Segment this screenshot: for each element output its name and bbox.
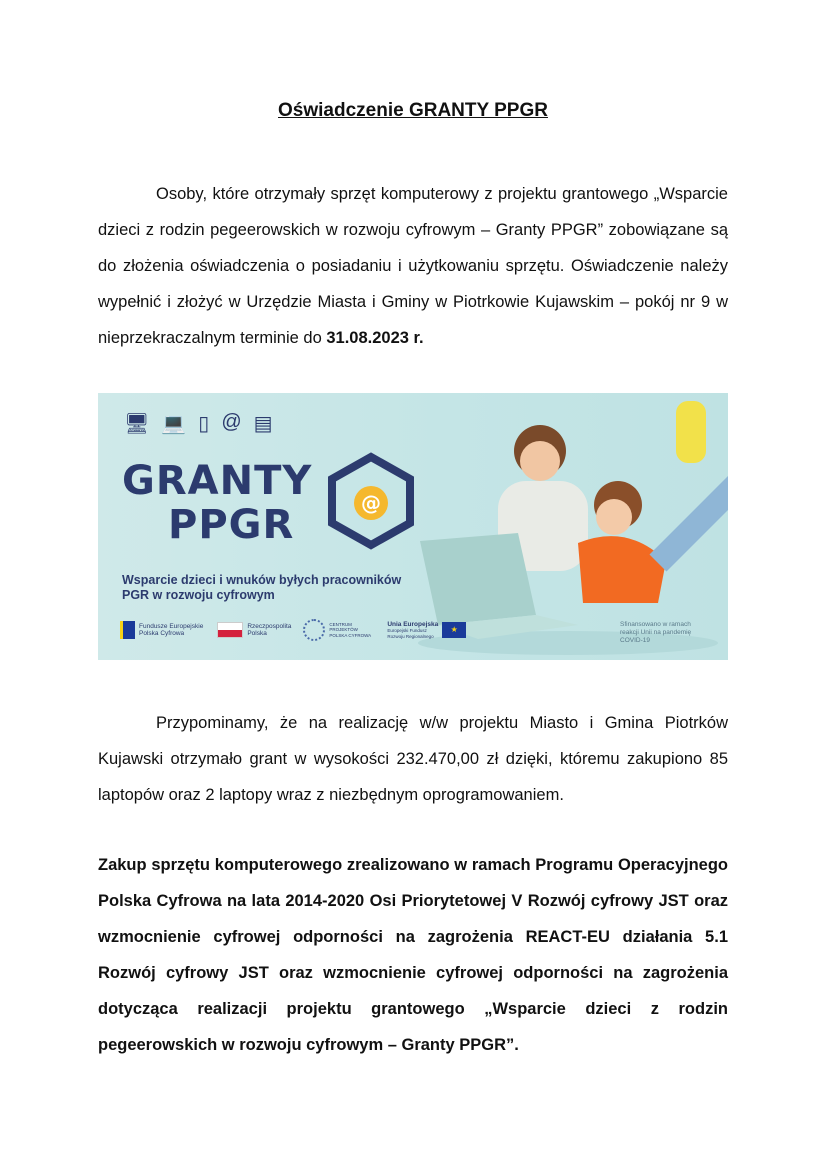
grant-text: Przypominamy, że na realizację w/w projektu Miasto i Gmina Piotrków Kujawski otrzymało grant w wysokości 232.470,00 zł dzięki, któremu zakupiono 85 laptopów oraz 2 laptopy wraz z niezbędnym oprogramowaniem. bbox=[98, 714, 728, 804]
brand-line2: PPGR bbox=[168, 502, 295, 548]
laptop-icon: 💻 bbox=[161, 413, 187, 435]
paragraph-funding-program: Zakup sprzętu komputerowego zrealizowano w ramach Programu Operacyjnego Polska Cyfrowa na lata 2014-2020 Osi Priorytetowej V Rozwój cyfrowy JST oraz wzmocnienie cyfrowej odporności na zagrożenia REACT-EU działania 5.1 Rozwój cyfrowy JST oraz wzmocnienie cyfrowej odporności na zagrożenia dotycząca realizacji projektu grantowego „Wsparcie dzieci z rodzin pegeerowskich w rozwoju cyfrowym – Granty PPGR”. bbox=[98, 856, 728, 1054]
brand-line1: GRANTY bbox=[122, 458, 313, 504]
brand-logo bbox=[122, 459, 312, 547]
covid-funding-note: Sfinansowano w ramach reakcji Unii na pandemię COVID-19 bbox=[620, 621, 692, 644]
page-title: Oświadczenie GRANTY PPGR bbox=[278, 100, 548, 121]
logo-ue-sub: Europejski Fundusz Rozwoju Regionalnego bbox=[387, 628, 434, 639]
eu-flag-icon: ★ bbox=[442, 622, 466, 638]
at-symbol: @ bbox=[361, 491, 381, 515]
paragraph-grant bbox=[98, 705, 728, 813]
logo-fe-sub: Polska Cyfrowa bbox=[139, 630, 185, 637]
logo-cppc bbox=[303, 619, 373, 641]
logo-fundusze-europejskie bbox=[120, 621, 203, 639]
tablet-icon: ▯ bbox=[198, 413, 210, 435]
device-icons bbox=[124, 411, 273, 436]
logo-cppc-text: CENTRUM PROJEKTÓW POLSKA CYFROWA bbox=[329, 621, 372, 638]
fe-emblem-icon bbox=[120, 621, 135, 639]
obligation-text: Osoby, które otrzymały sprzęt komputerowy z projektu grantowego „Wsparcie dzieci z rodzin pegeerowskich w rozwoju cyfrowym – Granty PPGR” zobowiązane są do złożenia oświadczenia o posiadaniu i użytkowaniu sprzętu. Oświadczenie należy wypełnić i złożyć w Urzędzie Miasta i Gminy w Piotrkowie Kujawskim – pokój nr 9 w nieprzekraczalnym terminie do bbox=[98, 185, 728, 347]
hexagon-at-icon bbox=[326, 451, 416, 551]
paragraph-obligation bbox=[98, 176, 728, 356]
monitor-icon: 🖥 bbox=[124, 413, 150, 435]
polish-flag-icon bbox=[217, 622, 243, 638]
banner-tagline: Wsparcie dzieci i wnuków byłych pracowników PGR w rozwoju cyfrowym bbox=[122, 573, 402, 602]
chat-icon: ▤ bbox=[253, 413, 273, 435]
logo-unia-europejska bbox=[387, 621, 466, 639]
logo-rp-text: Rzeczpospolita Polska bbox=[247, 623, 292, 637]
at-icon: @ bbox=[221, 411, 242, 433]
logo-ue-text: Unia Europejska bbox=[387, 621, 439, 628]
funding-logos bbox=[120, 619, 466, 641]
deadline-date: 31.08.2023 r. bbox=[326, 329, 424, 347]
granty-ppgr-banner bbox=[98, 393, 728, 660]
cppc-seal-icon bbox=[303, 619, 325, 641]
logo-rzeczpospolita bbox=[217, 622, 292, 638]
logo-fe-text: Fundusze Europejskie bbox=[139, 623, 204, 630]
